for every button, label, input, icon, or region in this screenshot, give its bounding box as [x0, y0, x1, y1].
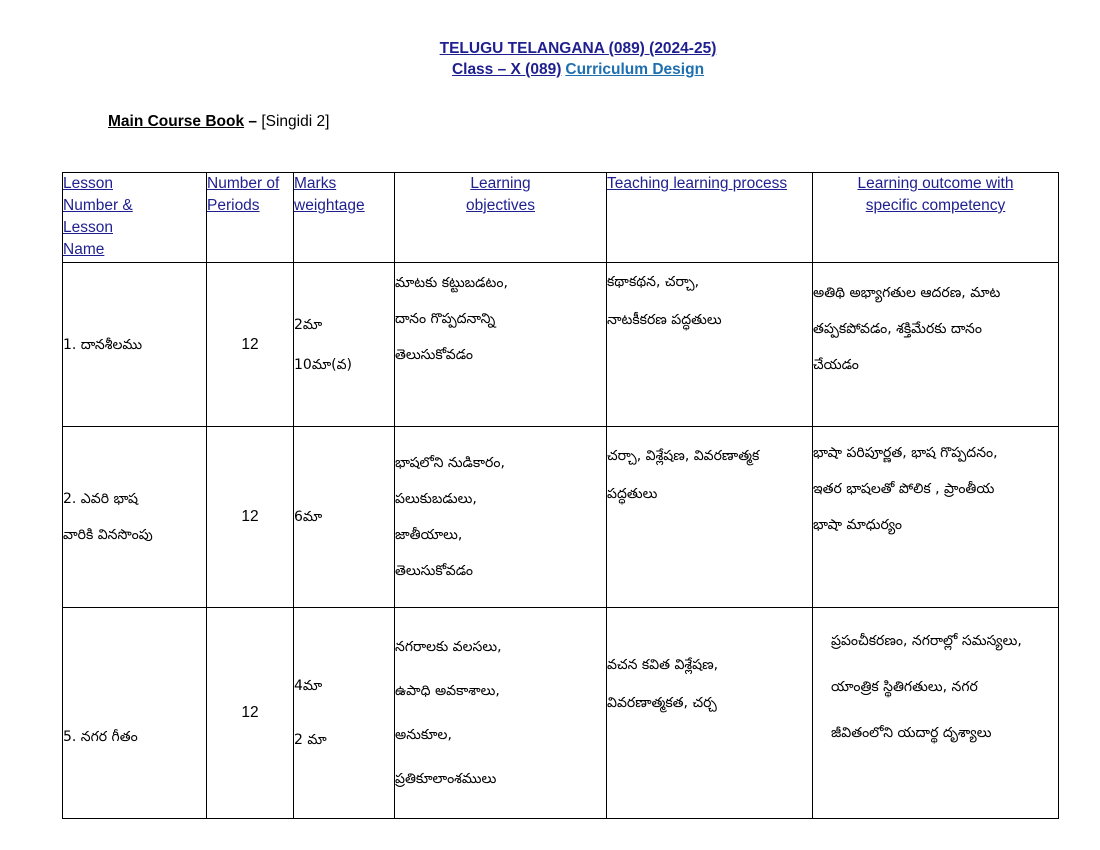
outcome-cell: ప్రపంచీకరణం, నగరాల్లో సమస్యలు, యాంత్రిక స్థితిగతులు, నగర జీవితంలోని యదార్థ దృశ్యాలు — [813, 608, 1059, 819]
marks-cell: 6మా — [294, 427, 395, 608]
document-subtitle — [0, 59, 1100, 80]
lesson-cell: 2. ఎవరి భాష వారికి వినసొంపు — [63, 427, 207, 608]
lesson-cell: 1. దానశీలము — [63, 263, 207, 427]
header-row — [63, 173, 1059, 263]
header-process: Teaching learning process — [607, 173, 813, 263]
table-row — [63, 608, 1059, 819]
curriculum-table — [62, 172, 1059, 819]
lesson-cell: 5. నగర గీతం — [63, 608, 207, 819]
header-outcome: Learning outcome with specific competency — [813, 173, 1059, 263]
table-row — [63, 263, 1059, 427]
header-objectives: Learning objectives — [395, 173, 607, 263]
marks-cell: 2మా 10మా(వ) — [294, 263, 395, 427]
process-cell: కథాకథన, చర్చా, నాటకీకరణ పద్ధతులు — [607, 263, 813, 427]
periods-cell: 12 — [207, 427, 294, 608]
table-row — [63, 427, 1059, 608]
process-cell: వచన కవిత విశ్లేషణ, వివరణాత్మకత, చర్చ — [607, 608, 813, 819]
objectives-cell: భాషలోని నుడికారం, పలుకుబడులు, జాతీయాలు, తెలుసుకోవడం — [395, 427, 607, 608]
document-title: TELUGU TELANGANA (089) (2024-25) — [439, 40, 717, 57]
curriculum-design-link[interactable]: Curriculum Design — [565, 61, 705, 78]
main-course-book-label: Main Course Book — [108, 113, 245, 130]
marks-cell: 4మా 2 మా — [294, 608, 395, 819]
periods-cell: 12 — [207, 263, 294, 427]
book-dash: – — [248, 113, 258, 130]
outcome-cell: అతిథి అభ్యాగతుల ఆదరణ, మాట తప్పకపోవడం, శక్తిమేరకు దానం చేయడం — [813, 263, 1059, 427]
periods-cell: 12 — [207, 608, 294, 819]
header-lesson: Lesson Number & Lesson Name — [63, 173, 207, 263]
main-course-book-line — [108, 113, 329, 131]
document-header — [0, 38, 1100, 80]
header-marks: Marks weightage — [294, 173, 395, 263]
objectives-cell: మాటకు కట్టుబడటం, దానం గొప్పదనాన్ని తెలుసుకోవడం — [395, 263, 607, 427]
header-periods: Number of Periods — [207, 173, 294, 263]
process-cell: చర్చా, విశ్లేషణ, వివరణాత్మక పద్ధతులు — [607, 427, 813, 608]
outcome-cell: భాషా పరిపూర్ణత, భాష గొప్పదనం, ఇతర భాషలతో పోలిక , ప్రాంతీయ భాషా మాధుర్యం — [813, 427, 1059, 608]
class-label: Class – X (089) — [451, 61, 562, 78]
objectives-cell: నగరాలకు వలసలు, ఉపాధి అవకాశాలు, అనుకూల, ప్రతికూలాంశములు — [395, 608, 607, 819]
book-name: [Singidi 2] — [261, 113, 330, 130]
